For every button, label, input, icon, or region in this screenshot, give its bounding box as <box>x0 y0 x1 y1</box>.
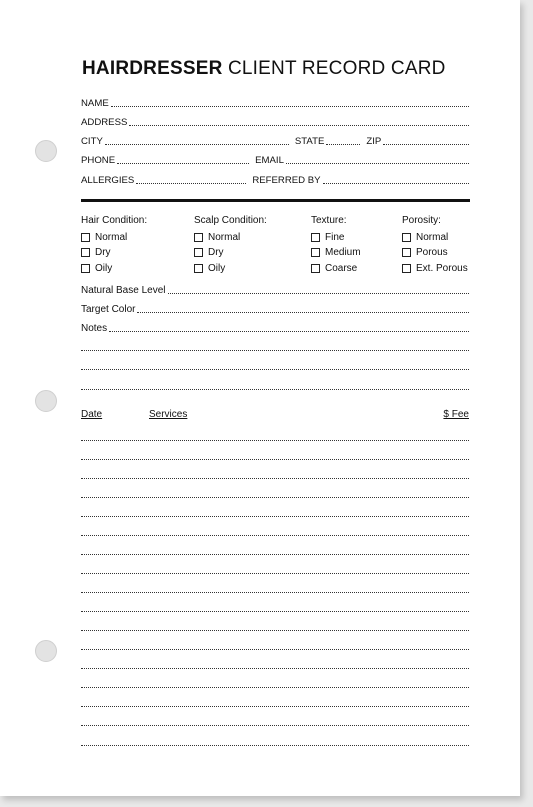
notes-line-2[interactable] <box>81 350 469 351</box>
binder-hole-top <box>35 140 57 162</box>
zip-line[interactable] <box>383 144 469 145</box>
allergies-referred-row <box>81 173 469 187</box>
checkbox-icon[interactable] <box>81 248 90 257</box>
checkbox-icon[interactable] <box>311 248 320 257</box>
date-column-header: Date <box>81 409 103 420</box>
porosity-group <box>402 213 468 276</box>
section-divider <box>81 199 470 202</box>
address-field[interactable] <box>81 115 469 129</box>
state-label: STATE <box>294 136 325 147</box>
checkbox-icon[interactable] <box>194 233 203 242</box>
service-entry-line[interactable] <box>81 592 469 593</box>
name-field[interactable] <box>81 96 469 110</box>
porosity-ext-porous-option[interactable]: Ext. Porous <box>402 261 468 277</box>
service-entry-line[interactable] <box>81 554 469 555</box>
notes-line-3[interactable] <box>81 369 469 370</box>
phone-email-row <box>81 153 469 167</box>
texture-group <box>311 213 361 276</box>
notes-label: Notes <box>81 323 108 334</box>
hair-dry-option[interactable]: Dry <box>81 245 147 261</box>
name-line[interactable] <box>111 106 469 107</box>
porosity-normal-option[interactable]: Normal <box>402 230 468 246</box>
service-entry-line[interactable] <box>81 516 469 517</box>
service-entry-line[interactable] <box>81 478 469 479</box>
address-line[interactable] <box>129 125 469 126</box>
referred-by-line[interactable] <box>323 183 469 184</box>
texture-fine-option[interactable]: Fine <box>311 230 361 246</box>
allergies-line[interactable] <box>136 183 246 184</box>
binder-hole-bottom <box>35 640 57 662</box>
service-entry-line[interactable] <box>81 497 469 498</box>
target-color-field[interactable] <box>81 302 469 316</box>
scalp-normal-option[interactable]: Normal <box>194 230 267 246</box>
checkbox-icon[interactable] <box>402 248 411 257</box>
phone-label: PHONE <box>81 155 116 166</box>
scalp-dry-option[interactable]: Dry <box>194 245 267 261</box>
target-color-label: Target Color <box>81 304 136 315</box>
porosity-heading: Porosity: <box>402 215 441 226</box>
scalp-condition-group <box>194 213 267 276</box>
title-rest: CLIENT RECORD CARD <box>222 58 446 79</box>
scalp-condition-heading: Scalp Condition: <box>194 215 267 226</box>
checkbox-icon[interactable] <box>194 264 203 273</box>
service-entry-line[interactable] <box>81 725 469 726</box>
referred-by-label: REFERRED BY <box>252 175 321 186</box>
texture-heading: Texture: <box>311 215 347 226</box>
service-entry-line[interactable] <box>81 668 469 669</box>
checkbox-icon[interactable] <box>402 233 411 242</box>
notes-line[interactable] <box>109 331 469 332</box>
notes-field[interactable] <box>81 321 469 335</box>
service-entry-line[interactable] <box>81 687 469 688</box>
porosity-porous-option[interactable]: Porous <box>402 245 468 261</box>
checkbox-icon[interactable] <box>81 233 90 242</box>
service-entry-line[interactable] <box>81 630 469 631</box>
checkbox-icon[interactable] <box>311 264 320 273</box>
natural-base-level-line[interactable] <box>168 293 470 294</box>
service-entry-line[interactable] <box>81 745 469 746</box>
email-line[interactable] <box>286 163 469 164</box>
state-line[interactable] <box>326 144 360 145</box>
city-state-zip-row <box>81 134 469 148</box>
service-entry-line[interactable] <box>81 535 469 536</box>
service-entry-line[interactable] <box>81 440 469 441</box>
address-label: ADDRESS <box>81 117 128 128</box>
checkbox-icon[interactable] <box>402 264 411 273</box>
service-entry-line[interactable] <box>81 611 469 612</box>
natural-base-level-field[interactable] <box>81 283 469 297</box>
allergies-label: ALLERGIES <box>81 175 135 186</box>
scalp-oily-option[interactable]: Oily <box>194 261 267 277</box>
title-bold: HAIRDRESSER <box>82 58 223 79</box>
binder-hole-middle <box>35 390 57 412</box>
services-column-header: Services <box>149 409 188 420</box>
service-entry-line[interactable] <box>81 459 469 460</box>
page-title <box>82 58 446 80</box>
texture-coarse-option[interactable]: Coarse <box>311 261 361 277</box>
zip-label: ZIP <box>366 136 382 147</box>
target-color-line[interactable] <box>137 312 469 313</box>
hair-normal-option[interactable]: Normal <box>81 230 147 246</box>
texture-medium-option[interactable]: Medium <box>311 245 361 261</box>
hair-condition-heading: Hair Condition: <box>81 215 148 226</box>
service-entry-line[interactable] <box>81 649 469 650</box>
city-line[interactable] <box>105 144 289 145</box>
service-entry-line[interactable] <box>81 573 469 574</box>
name-label: NAME <box>81 98 109 109</box>
service-entry-line[interactable] <box>81 706 469 707</box>
checkbox-icon[interactable] <box>81 264 90 273</box>
email-label: EMAIL <box>255 155 284 166</box>
checkbox-icon[interactable] <box>194 248 203 257</box>
city-label: CITY <box>81 136 103 147</box>
hair-oily-option[interactable]: Oily <box>81 261 147 277</box>
natural-base-level-label: Natural Base Level <box>81 285 166 296</box>
fee-column-header: $ Fee <box>443 409 469 420</box>
checkbox-icon[interactable] <box>311 233 320 242</box>
phone-line[interactable] <box>117 163 249 164</box>
hair-condition-group <box>81 213 147 276</box>
notes-line-4[interactable] <box>81 389 469 390</box>
